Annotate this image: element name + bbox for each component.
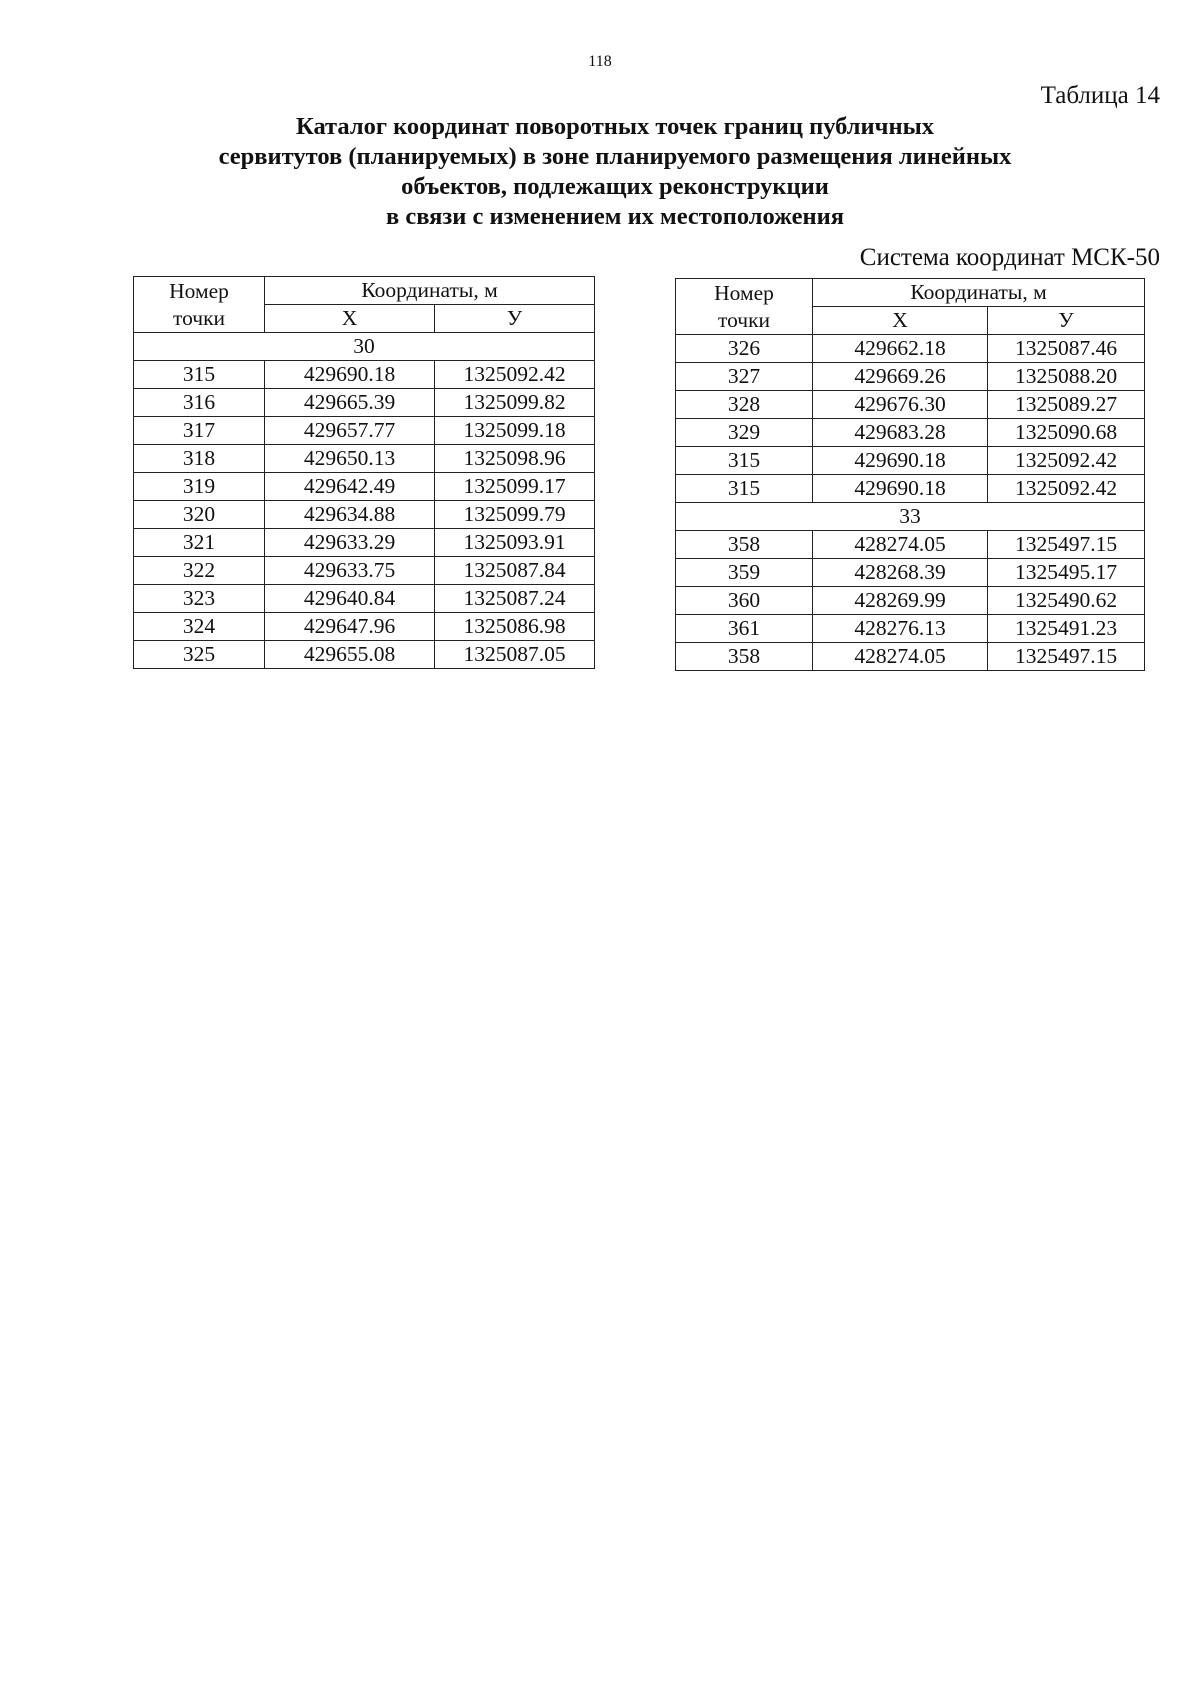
table-row bbox=[134, 613, 595, 641]
section-row bbox=[134, 333, 595, 361]
title-line: в связи с изменением их местоположения bbox=[386, 203, 844, 230]
table-row bbox=[676, 531, 1145, 559]
y-cell: 1325092.42 bbox=[988, 447, 1145, 475]
y-cell: 1325092.42 bbox=[988, 475, 1145, 503]
section-label: 33 bbox=[676, 503, 1145, 531]
table-row bbox=[676, 587, 1145, 615]
x-header: Х bbox=[265, 305, 435, 333]
point-number-cell: 323 bbox=[134, 585, 265, 613]
y-cell: 1325090.68 bbox=[988, 419, 1145, 447]
y-cell: 1325092.42 bbox=[435, 361, 595, 389]
point-number-cell: 318 bbox=[134, 445, 265, 473]
x-cell: 428268.39 bbox=[813, 559, 988, 587]
x-cell: 428274.05 bbox=[813, 643, 988, 671]
y-cell: 1325099.82 bbox=[435, 389, 595, 417]
x-cell: 429657.77 bbox=[265, 417, 435, 445]
page-number: 118 bbox=[588, 53, 612, 70]
x-cell: 429655.08 bbox=[265, 641, 435, 669]
y-cell: 1325099.79 bbox=[435, 501, 595, 529]
x-cell: 429634.88 bbox=[265, 501, 435, 529]
y-cell: 1325087.05 bbox=[435, 641, 595, 669]
y-cell: 1325098.96 bbox=[435, 445, 595, 473]
y-cell: 1325093.91 bbox=[435, 529, 595, 557]
section-row bbox=[676, 503, 1145, 531]
table-row bbox=[676, 559, 1145, 587]
point-number-cell: 320 bbox=[134, 501, 265, 529]
y-cell: 1325495.17 bbox=[988, 559, 1145, 587]
point-number-cell: 329 bbox=[676, 419, 813, 447]
point-number-cell: 325 bbox=[134, 641, 265, 669]
y-cell: 1325087.46 bbox=[988, 335, 1145, 363]
table-row bbox=[134, 501, 595, 529]
coordinates-header: Координаты, м bbox=[813, 279, 1145, 307]
table-row bbox=[134, 585, 595, 613]
point-number-cell: 317 bbox=[134, 417, 265, 445]
x-cell: 429690.18 bbox=[265, 361, 435, 389]
coordinates-table-left bbox=[133, 276, 595, 669]
y-cell: 1325099.17 bbox=[435, 473, 595, 501]
point-number-cell: 360 bbox=[676, 587, 813, 615]
header-row bbox=[134, 277, 595, 305]
coordinates-header: Координаты, м bbox=[265, 277, 595, 305]
table-row bbox=[676, 419, 1145, 447]
table-row bbox=[134, 389, 595, 417]
table-row bbox=[134, 473, 595, 501]
point-number-cell: 359 bbox=[676, 559, 813, 587]
point-number-header: Номер точки bbox=[134, 277, 265, 333]
point-number-cell: 322 bbox=[134, 557, 265, 585]
point-number-header: Номер точки bbox=[676, 279, 813, 335]
y-cell: 1325490.62 bbox=[988, 587, 1145, 615]
table-row bbox=[134, 417, 595, 445]
x-cell: 429683.28 bbox=[813, 419, 988, 447]
point-number-cell: 326 bbox=[676, 335, 813, 363]
x-cell: 429662.18 bbox=[813, 335, 988, 363]
point-number-cell: 358 bbox=[676, 531, 813, 559]
table-row bbox=[676, 391, 1145, 419]
table-number: Таблица 14 bbox=[1040, 82, 1160, 109]
point-number-cell: 315 bbox=[676, 475, 813, 503]
y-cell: 1325087.84 bbox=[435, 557, 595, 585]
point-number-cell: 321 bbox=[134, 529, 265, 557]
header-row bbox=[676, 279, 1145, 307]
point-number-cell: 319 bbox=[134, 473, 265, 501]
point-number-cell: 327 bbox=[676, 363, 813, 391]
y-cell: 1325099.18 bbox=[435, 417, 595, 445]
x-cell: 429642.49 bbox=[265, 473, 435, 501]
table-row bbox=[676, 615, 1145, 643]
point-number-cell: 328 bbox=[676, 391, 813, 419]
table-row bbox=[676, 363, 1145, 391]
table-row bbox=[134, 529, 595, 557]
table-row bbox=[134, 641, 595, 669]
title-line: объектов, подлежащих реконструкции bbox=[401, 173, 829, 200]
coordinate-system-label: Система координат МСК-50 bbox=[859, 244, 1160, 271]
point-number-cell: 315 bbox=[676, 447, 813, 475]
x-cell: 429676.30 bbox=[813, 391, 988, 419]
x-cell: 429690.18 bbox=[813, 447, 988, 475]
table-row bbox=[134, 557, 595, 585]
point-number-cell: 361 bbox=[676, 615, 813, 643]
table-row bbox=[676, 475, 1145, 503]
x-cell: 428274.05 bbox=[813, 531, 988, 559]
document-title bbox=[120, 112, 1110, 232]
x-cell: 429633.29 bbox=[265, 529, 435, 557]
y-header: У bbox=[435, 305, 595, 333]
y-cell: 1325497.15 bbox=[988, 643, 1145, 671]
coordinates-table-right bbox=[675, 278, 1145, 671]
y-cell: 1325089.27 bbox=[988, 391, 1145, 419]
table-row bbox=[676, 447, 1145, 475]
x-cell: 429647.96 bbox=[265, 613, 435, 641]
x-cell: 428276.13 bbox=[813, 615, 988, 643]
y-cell: 1325088.20 bbox=[988, 363, 1145, 391]
table-row bbox=[676, 643, 1145, 671]
x-header: Х bbox=[813, 307, 988, 335]
table-row bbox=[134, 445, 595, 473]
x-cell: 429633.75 bbox=[265, 557, 435, 585]
table-row bbox=[676, 335, 1145, 363]
y-cell: 1325491.23 bbox=[988, 615, 1145, 643]
x-cell: 428269.99 bbox=[813, 587, 988, 615]
y-cell: 1325497.15 bbox=[988, 531, 1145, 559]
y-cell: 1325086.98 bbox=[435, 613, 595, 641]
section-label: 30 bbox=[134, 333, 595, 361]
x-cell: 429690.18 bbox=[813, 475, 988, 503]
x-cell: 429640.84 bbox=[265, 585, 435, 613]
x-cell: 429650.13 bbox=[265, 445, 435, 473]
y-header: У bbox=[988, 307, 1145, 335]
point-number-cell: 315 bbox=[134, 361, 265, 389]
title-line: сервитутов (планируемых) в зоне планируемого размещения линейных bbox=[218, 143, 1012, 170]
table-row bbox=[134, 361, 595, 389]
point-number-cell: 358 bbox=[676, 643, 813, 671]
x-cell: 429669.26 bbox=[813, 363, 988, 391]
x-cell: 429665.39 bbox=[265, 389, 435, 417]
point-number-cell: 324 bbox=[134, 613, 265, 641]
point-number-cell: 316 bbox=[134, 389, 265, 417]
title-line: Каталог координат поворотных точек границ публичных bbox=[296, 113, 934, 140]
y-cell: 1325087.24 bbox=[435, 585, 595, 613]
